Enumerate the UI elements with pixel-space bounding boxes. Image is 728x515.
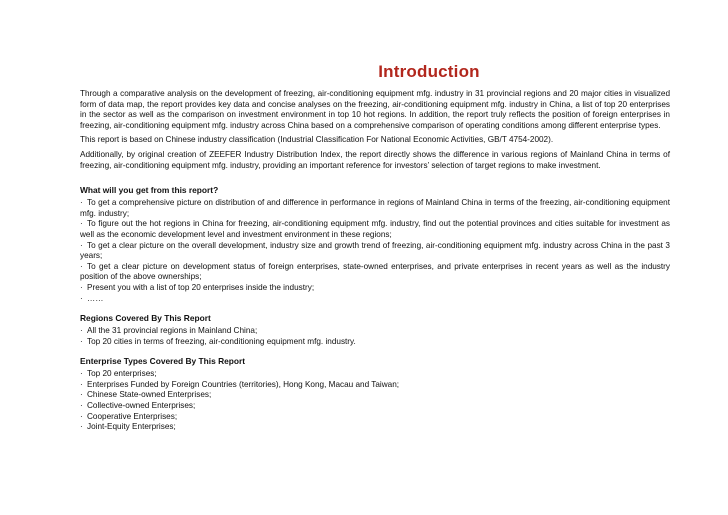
bullet-mark: ·	[80, 282, 83, 292]
list-item-text: To get a clear picture on development status of foreign enterprises, state-owned enterprises, and private enterprises in recent years as well as the industry position of the above ownerships;	[80, 261, 670, 282]
bullet-mark: ·	[80, 261, 83, 271]
section-heading-regions: Regions Covered By This Report	[80, 313, 211, 324]
bullet-mark: ·	[80, 198, 83, 208]
intro-paragraph: Through a comparative analysis on the development of freezing, air-conditioning equipment mfg. industry in 31 provincial regions and 20 major cities in visualized form of data map, the report provides key data and concise analyses on the freezing, air-conditioning equipment mfg. industry in China, a list of top 20 enterprises in the sector as well as the comparison on investment environment in top 10 hot regions. In addition, the report truly reflects the position of foreign enterprises in freezing, air-conditioning equipment mfg. industry across China based on a comprehensive comparison of operating conditions among different enterprise types.	[80, 89, 670, 130]
list-item	[80, 262, 670, 283]
bullet-mark: ·	[80, 401, 83, 411]
section-heading-enterprise-types: Enterprise Types Covered By This Report	[80, 356, 246, 367]
regions-list	[80, 326, 670, 347]
bullet-mark: ·	[80, 379, 83, 389]
list-item-text: Joint-Equity Enterprises;	[87, 422, 176, 432]
list-item-text: To figure out the hot regions in China for freezing, air-conditioning equipment mfg. industry, find out the potential provinces and cities suitable for investment as well as the economic development level and investment environment in these regions;	[80, 219, 670, 239]
list-item	[80, 337, 670, 348]
bullet-mark: ·	[80, 219, 83, 229]
list-item	[80, 401, 670, 412]
document-page	[80, 62, 670, 433]
list-item	[80, 219, 670, 240]
bullet-mark: ·	[80, 240, 83, 250]
list-item-text: Enterprises Funded by Foreign Countries (territories), Hong Kong, Macau and Taiwan;	[87, 379, 400, 389]
enterprise-types-list	[80, 369, 670, 433]
bullet-mark: ·	[80, 369, 83, 379]
list-item	[80, 412, 670, 423]
list-item-text: To get a comprehensive picture on distribution of and difference in performance in regions of Mainland China in terms of the freezing, air-conditioning equipment mfg. industry;	[80, 198, 670, 218]
page-title: Introduction	[378, 62, 480, 81]
list-item-text: Top 20 cities in terms of freezing, air-conditioning equipment mfg. industry.	[87, 336, 356, 346]
list-item	[80, 326, 670, 337]
list-item	[80, 198, 670, 219]
list-item	[80, 422, 670, 433]
bullet-mark: ·	[80, 390, 83, 400]
list-item-text: Chinese State-owned Enterprises;	[87, 390, 212, 400]
list-item	[80, 283, 670, 294]
list-item	[80, 369, 670, 380]
list-item	[80, 241, 670, 262]
benefits-list	[80, 198, 670, 304]
list-item	[80, 380, 670, 391]
list-item	[80, 390, 670, 401]
list-item-text: Collective-owned Enterprises;	[87, 401, 196, 411]
list-item-text: ……	[87, 293, 104, 303]
bullet-mark: ·	[80, 422, 83, 432]
list-item-text: To get a clear picture on the overall development, industry size and growth trend of freezing, air-conditioning equipment mfg. industry across China in the past 3 years;	[80, 240, 670, 261]
bullet-mark: ·	[80, 336, 83, 346]
bullet-mark: ·	[80, 411, 83, 421]
intro-paragraph: Additionally, by original creation of ZEEFER Industry Distribution Index, the report directly shows the difference in various regions of Mainland China in terms of freezing, air-conditioning equipment mfg. industry, providing an important reference for investors’ selection of target regions to make investment.	[80, 149, 670, 170]
bullet-mark: ·	[80, 293, 83, 303]
list-item-text: Top 20 enterprises;	[87, 369, 157, 379]
list-item	[80, 294, 670, 305]
bullet-mark: ·	[80, 326, 83, 336]
list-item-text: All the 31 provincial regions in Mainland China;	[87, 326, 258, 336]
list-item-text: Present you with a list of top 20 enterprises inside the industry;	[87, 282, 315, 292]
section-heading-benefits: What will you get from this report?	[80, 185, 219, 196]
list-item-text: Cooperative Enterprises;	[87, 411, 178, 421]
intro-paragraph: This report is based on Chinese industry classification (Industrial Classification For National Economic Activities, GB/T 4754-2002).	[80, 135, 554, 145]
